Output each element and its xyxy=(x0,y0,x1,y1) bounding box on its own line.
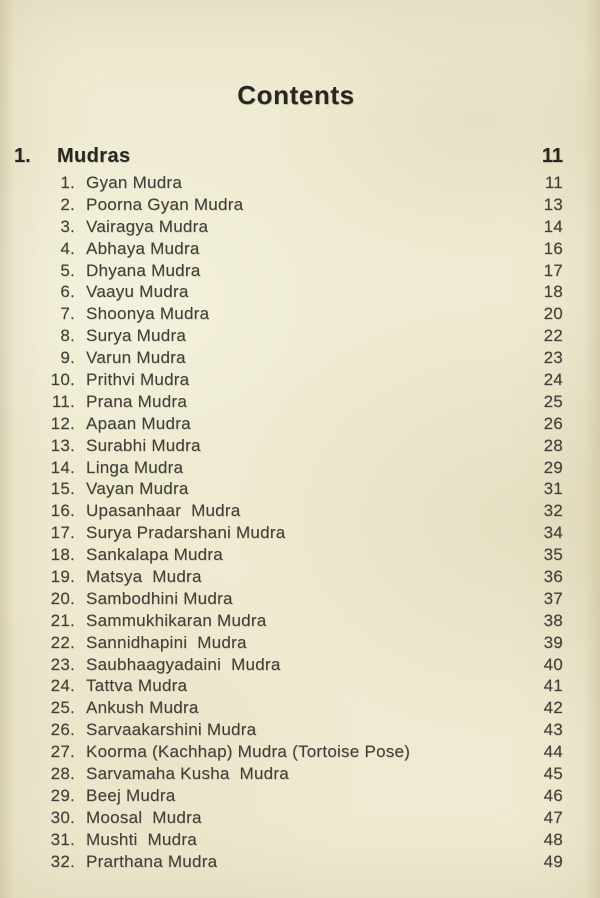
entry-page-number: 34 xyxy=(543,523,563,543)
toc-entry-list xyxy=(0,172,563,873)
entry-number: 22. xyxy=(50,632,75,652)
entry-title: Moosal Mudra xyxy=(86,807,202,827)
toc-entry-row xyxy=(0,194,563,216)
toc-entry-row xyxy=(0,829,563,851)
entry-number: 29. xyxy=(50,785,75,805)
entry-title: Varun Mudra xyxy=(86,348,186,368)
toc-entry-row xyxy=(0,281,563,303)
toc-entry-row xyxy=(0,325,563,347)
entry-number: 8. xyxy=(60,326,75,346)
entry-number: 30. xyxy=(50,807,75,827)
entry-number: 6. xyxy=(60,282,75,302)
entry-page-number: 44 xyxy=(543,742,563,762)
entry-page-number: 46 xyxy=(543,785,563,805)
entry-title: Dhyana Mudra xyxy=(86,260,201,280)
toc-entry-row xyxy=(0,500,563,522)
entry-title: Sankalapa Mudra xyxy=(86,545,224,565)
toc-entry-row xyxy=(0,785,563,807)
entry-number: 24. xyxy=(50,676,75,696)
toc-entry-row xyxy=(0,741,563,763)
entry-page-number: 38 xyxy=(543,610,563,630)
entry-page-number: 24 xyxy=(543,369,563,389)
entry-title: Surya Pradarshani Mudra xyxy=(86,523,286,543)
toc-entry-row xyxy=(0,260,563,282)
entry-number: 17. xyxy=(50,523,75,543)
entry-title: Sannidhapini Mudra xyxy=(86,632,247,652)
entry-page-number: 48 xyxy=(543,829,563,849)
entry-title: Sarvamaha Kusha Mudra xyxy=(86,763,289,783)
section-page-number: 11 xyxy=(541,145,563,167)
entry-title: Abhaya Mudra xyxy=(86,238,200,258)
entry-number: 15. xyxy=(50,479,75,499)
entry-number: 4. xyxy=(60,238,75,258)
toc-entry-row xyxy=(0,238,563,260)
entry-number: 5. xyxy=(60,260,75,280)
entry-page-number: 28 xyxy=(543,435,563,455)
entry-page-number: 25 xyxy=(543,391,563,411)
entry-number: 7. xyxy=(60,304,75,324)
entry-page-number: 16 xyxy=(543,238,563,258)
entry-number: 10. xyxy=(50,369,75,389)
entry-page-number: 45 xyxy=(543,763,563,783)
entry-page-number: 11 xyxy=(544,172,563,192)
entry-number: 2. xyxy=(60,194,75,214)
entry-page-number: 29 xyxy=(543,457,563,477)
entry-page-number: 36 xyxy=(543,566,563,586)
entry-page-number: 39 xyxy=(543,632,563,652)
toc-entry-row xyxy=(0,719,563,741)
entry-title: Vayan Mudra xyxy=(86,479,189,499)
entry-page-number: 43 xyxy=(543,720,563,740)
toc-entry-row xyxy=(0,172,563,194)
entry-page-number: 17 xyxy=(543,260,563,280)
entry-title: Apaan Mudra xyxy=(86,413,191,433)
toc-entry-row xyxy=(0,763,563,785)
toc-entry-row xyxy=(0,457,563,479)
entry-number: 19. xyxy=(50,566,75,586)
entry-number: 1. xyxy=(60,172,75,192)
entry-number: 32. xyxy=(50,851,75,871)
entry-title: Prarthana Mudra xyxy=(86,851,218,871)
toc-entry-row xyxy=(0,588,563,610)
entry-number: 21. xyxy=(50,610,75,630)
entry-number: 16. xyxy=(50,501,75,521)
entry-page-number: 20 xyxy=(543,304,563,324)
entry-number: 12. xyxy=(50,413,75,433)
entry-title: Sambodhini Mudra xyxy=(86,588,233,608)
toc-entry-row xyxy=(0,435,563,457)
entry-page-number: 47 xyxy=(543,807,563,827)
entry-title: Matsya Mudra xyxy=(86,566,202,586)
entry-number: 27. xyxy=(50,742,75,762)
toc-entry-row xyxy=(0,522,563,544)
section-number: 1. xyxy=(14,145,31,167)
entry-page-number: 31 xyxy=(543,479,563,499)
entry-page-number: 13 xyxy=(543,194,563,214)
entry-page-number: 32 xyxy=(543,501,563,521)
entry-number: 26. xyxy=(50,720,75,740)
entry-number: 28. xyxy=(50,763,75,783)
entry-page-number: 41 xyxy=(543,676,563,696)
entry-page-number: 14 xyxy=(543,216,563,236)
entry-page-number: 42 xyxy=(543,698,563,718)
entry-number: 3. xyxy=(60,216,75,236)
entry-page-number: 37 xyxy=(543,588,563,608)
toc-entry-row xyxy=(0,544,563,566)
entry-title: Upasanhaar Mudra xyxy=(86,501,241,521)
toc-entry-row xyxy=(0,851,563,873)
entry-number: 31. xyxy=(50,829,75,849)
toc-entry-row xyxy=(0,675,563,697)
entry-title: Beej Mudra xyxy=(86,785,176,805)
entry-title: Shoonya Mudra xyxy=(86,304,210,324)
entry-page-number: 26 xyxy=(543,413,563,433)
entry-number: 18. xyxy=(50,545,75,565)
toc-entry-row xyxy=(0,654,563,676)
entry-title: Saubhaagyadaini Mudra xyxy=(86,654,281,674)
toc-entry-row xyxy=(0,610,563,632)
entry-title: Sammukhikaran Mudra xyxy=(86,610,267,630)
toc-entry-row xyxy=(0,632,563,654)
entry-page-number: 35 xyxy=(543,545,563,565)
toc-entry-row xyxy=(0,697,563,719)
entry-number: 9. xyxy=(60,348,75,368)
entry-number: 13. xyxy=(50,435,75,455)
entry-page-number: 40 xyxy=(543,654,563,674)
page-title: Contents xyxy=(237,80,355,110)
entry-number: 25. xyxy=(50,698,75,718)
toc-section-row xyxy=(14,145,563,168)
toc-entry-row xyxy=(0,347,563,369)
section-title: Mudras xyxy=(57,145,131,167)
entry-title: Surya Mudra xyxy=(86,326,187,346)
entry-number: 11. xyxy=(51,391,75,411)
entry-title: Gyan Mudra xyxy=(86,172,183,192)
entry-page-number: 18 xyxy=(543,282,563,302)
entry-title: Surabhi Mudra xyxy=(86,435,201,455)
toc-entry-row xyxy=(0,413,563,435)
toc-entry-row xyxy=(0,369,563,391)
toc-entry-row xyxy=(0,216,563,238)
toc-entry-row xyxy=(0,807,563,829)
entry-title: Poorna Gyan Mudra xyxy=(86,194,244,214)
entry-title: Koorma (Kachhap) Mudra (Tortoise Pose) xyxy=(86,742,411,762)
entry-title: Vaayu Mudra xyxy=(86,282,189,302)
entry-title: Linga Mudra xyxy=(86,457,184,477)
entry-title: Ankush Mudra xyxy=(86,698,199,718)
entry-page-number: 23 xyxy=(543,348,563,368)
entry-title: Tattva Mudra xyxy=(86,676,188,696)
entry-number: 14. xyxy=(50,457,75,477)
entry-title: Vairagya Mudra xyxy=(86,216,209,236)
entry-title: Prithvi Mudra xyxy=(86,369,190,389)
toc-entry-row xyxy=(0,303,563,325)
entry-number: 23. xyxy=(50,654,75,674)
entry-title: Prana Mudra xyxy=(86,391,188,411)
entry-number: 20. xyxy=(50,588,75,608)
entry-title: Sarvaakarshini Mudra xyxy=(86,720,257,740)
entry-title: Mushti Mudra xyxy=(86,829,197,849)
entry-page-number: 49 xyxy=(543,851,563,871)
toc-entry-row xyxy=(0,478,563,500)
toc-entry-row xyxy=(0,391,563,413)
toc-entry-row xyxy=(0,566,563,588)
entry-page-number: 22 xyxy=(543,326,563,346)
